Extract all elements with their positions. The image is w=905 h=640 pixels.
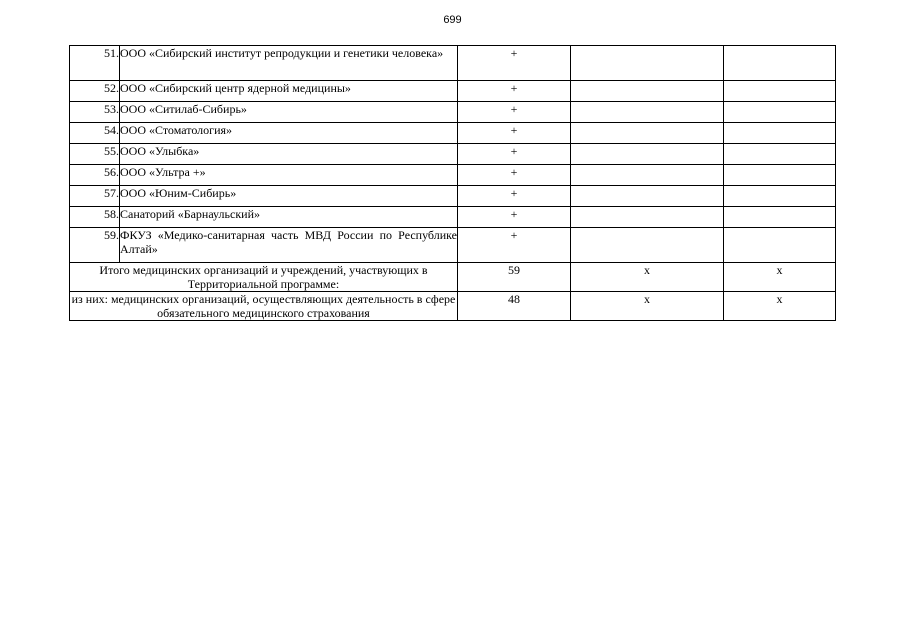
empty-cell bbox=[571, 102, 724, 123]
row-number: 54. bbox=[70, 123, 120, 144]
participation-mark: + bbox=[458, 81, 571, 102]
empty-cell bbox=[724, 123, 836, 144]
empty-cell bbox=[724, 186, 836, 207]
organization-name: ООО «Стоматология» bbox=[120, 123, 458, 144]
total-label: Итого медицинских организаций и учреждений, участвующих в Территориальной программе: bbox=[70, 263, 458, 292]
participation-mark: + bbox=[458, 144, 571, 165]
table-row bbox=[70, 46, 836, 81]
row-number: 53. bbox=[70, 102, 120, 123]
organization-name: ФКУЗ «Медико-санитарная часть МВД России по Республике Алтай» bbox=[120, 228, 458, 263]
participation-mark: + bbox=[458, 186, 571, 207]
empty-cell bbox=[571, 207, 724, 228]
table-row bbox=[70, 102, 836, 123]
total-row bbox=[70, 263, 836, 292]
row-number: 58. bbox=[70, 207, 120, 228]
table-row bbox=[70, 123, 836, 144]
table-row bbox=[70, 207, 836, 228]
oms-total-label: из них: медицинских организаций, осуществляющих деятельность в сфере обязательного медицинского страхования bbox=[70, 292, 458, 321]
table-row bbox=[70, 144, 836, 165]
oms-total-col3: x bbox=[571, 292, 724, 321]
participation-mark: + bbox=[458, 46, 571, 81]
oms-total-row bbox=[70, 292, 836, 321]
empty-cell bbox=[571, 46, 724, 81]
row-number: 56. bbox=[70, 165, 120, 186]
table-row bbox=[70, 81, 836, 102]
empty-cell bbox=[571, 186, 724, 207]
empty-cell bbox=[571, 165, 724, 186]
row-number: 57. bbox=[70, 186, 120, 207]
organization-name: ООО «Сибирский центр ядерной медицины» bbox=[120, 81, 458, 102]
table-row bbox=[70, 165, 836, 186]
participation-mark: + bbox=[458, 165, 571, 186]
empty-cell bbox=[571, 144, 724, 165]
empty-cell bbox=[724, 165, 836, 186]
table-row bbox=[70, 228, 836, 263]
organizations-table bbox=[69, 45, 836, 321]
participation-mark: + bbox=[458, 228, 571, 263]
total-col4: x bbox=[724, 263, 836, 292]
participation-mark: + bbox=[458, 207, 571, 228]
empty-cell bbox=[724, 102, 836, 123]
total-value: 59 bbox=[458, 263, 571, 292]
empty-cell bbox=[571, 228, 724, 263]
empty-cell bbox=[571, 81, 724, 102]
page-number: 699 bbox=[443, 14, 462, 26]
organization-name: ООО «Ситилаб-Сибирь» bbox=[120, 102, 458, 123]
participation-mark: + bbox=[458, 102, 571, 123]
empty-cell bbox=[724, 207, 836, 228]
oms-total-col4: x bbox=[724, 292, 836, 321]
row-number: 59. bbox=[70, 228, 120, 263]
total-col3: x bbox=[571, 263, 724, 292]
table-row bbox=[70, 186, 836, 207]
organization-name: ООО «Юним-Сибирь» bbox=[120, 186, 458, 207]
organization-name: ООО «Сибирский институт репродукции и генетики человека» bbox=[120, 46, 458, 81]
empty-cell bbox=[724, 46, 836, 81]
participation-mark: + bbox=[458, 123, 571, 144]
empty-cell bbox=[724, 81, 836, 102]
empty-cell bbox=[724, 228, 836, 263]
oms-total-value: 48 bbox=[458, 292, 571, 321]
empty-cell bbox=[724, 144, 836, 165]
organization-name: ООО «Улыбка» bbox=[120, 144, 458, 165]
row-number: 55. bbox=[70, 144, 120, 165]
organization-name: Санаторий «Барнаульский» bbox=[120, 207, 458, 228]
row-number: 52. bbox=[70, 81, 120, 102]
empty-cell bbox=[571, 123, 724, 144]
organization-name: ООО «Ультра +» bbox=[120, 165, 458, 186]
row-number: 51. bbox=[70, 46, 120, 81]
